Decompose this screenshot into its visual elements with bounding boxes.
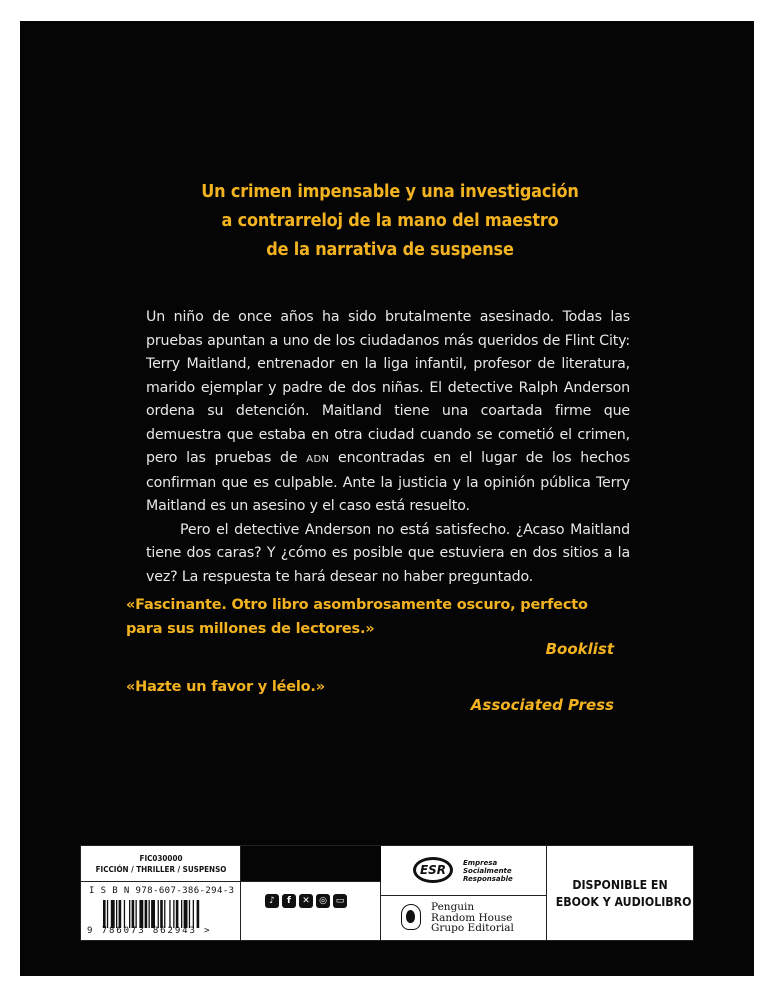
esr-line-3: Responsable <box>463 875 513 883</box>
publisher-name <box>431 902 514 934</box>
barcode-panel <box>81 846 241 940</box>
social-panel-header <box>241 846 381 882</box>
esr-logo: ESR <box>413 857 453 883</box>
synopsis-paragraph-2: Pero el detective Anderson no está satisfecho. ¿Acaso Maitland tiene dos caras? Y ¿cómo es posible que estuviera en dos sitios a la vez? La respuesta te hará desear no haber preguntado. <box>146 521 630 585</box>
synopsis <box>146 306 630 589</box>
isbn-label: I S B N 978-607-386-294-3 <box>89 886 235 896</box>
esr-line-1: Empresa <box>463 859 498 867</box>
synopsis-paragraph-1 <box>146 306 630 519</box>
headline-line-2: a contrarreloj de la mano del maestro <box>221 211 559 231</box>
esr-text <box>463 859 513 883</box>
headline-line-1: Un crimen impensable y una investigación <box>201 182 579 202</box>
dna-abbreviation: ADN <box>306 454 330 465</box>
synopsis-text-a: Un niño de once años ha sido brutalmente asesinado. Todas las pruebas apuntan a uno de los ciudadanos más queridos de Flint City: Terry Maitland, entrenador en la liga infantil, profesor de literatura, marido ejemplar y padre de dos niñas. El detective Ralph Anderson ordena su detención. Maitland tiene una coartada firme que demuestra que estaba en otra ciudad cuando se cometió el crimen, pero las pruebas de <box>146 309 630 466</box>
availability-text <box>555 876 692 910</box>
social-panel <box>241 846 381 940</box>
publisher-logos-panel <box>381 846 547 940</box>
review-quote-1: «Fascinante. Otro libro asombrosamente oscuro, perfecto para sus millones de lectores.» <box>126 597 588 637</box>
availability-line-2: EBOOK Y AUDIOLIBRO <box>555 894 692 909</box>
headline <box>142 178 639 265</box>
classification-code: FIC030000 <box>139 854 183 863</box>
esr-block <box>381 846 547 896</box>
classification <box>81 846 241 882</box>
publisher-block <box>381 896 547 940</box>
review-source-2: Associated Press <box>470 696 614 714</box>
facebook-icon: f <box>282 894 296 908</box>
availability-line-1: DISPONIBLE EN <box>572 877 668 892</box>
classification-genres: FICCIÓN / THRILLER / SUSPENSO <box>95 865 227 874</box>
social-icons <box>265 894 347 908</box>
esr-line-2: Socialmente <box>463 867 512 875</box>
youtube-icon: ▭ <box>333 894 347 908</box>
publisher-line-3: Grupo Editorial <box>431 922 514 934</box>
review-source-1: Booklist <box>545 640 614 658</box>
publisher-line-1: Penguin <box>431 901 475 913</box>
barcode <box>103 900 231 928</box>
tiktok-icon: ♪ <box>265 894 279 908</box>
x-icon: ✕ <box>299 894 313 908</box>
penguin-logo-icon <box>401 904 421 930</box>
review-quote-2: «Hazte un favor y léelo.» <box>126 679 325 695</box>
headline-line-3: de la narrativa de suspense <box>266 240 514 260</box>
synopsis-text-b: encontradas en el lugar de los hechos confirman que es culpable. Ante la justicia y la opinión pública Terry Maitland es un asesino y el caso está resuelto. <box>146 450 630 514</box>
instagram-icon: ◎ <box>316 894 330 908</box>
back-info-strip <box>80 845 694 941</box>
publisher-line-2: Random House <box>431 911 513 924</box>
back-cover <box>20 21 754 976</box>
barcode-digits: 9 786073 862943 > <box>87 926 212 936</box>
availability-panel <box>547 846 693 940</box>
